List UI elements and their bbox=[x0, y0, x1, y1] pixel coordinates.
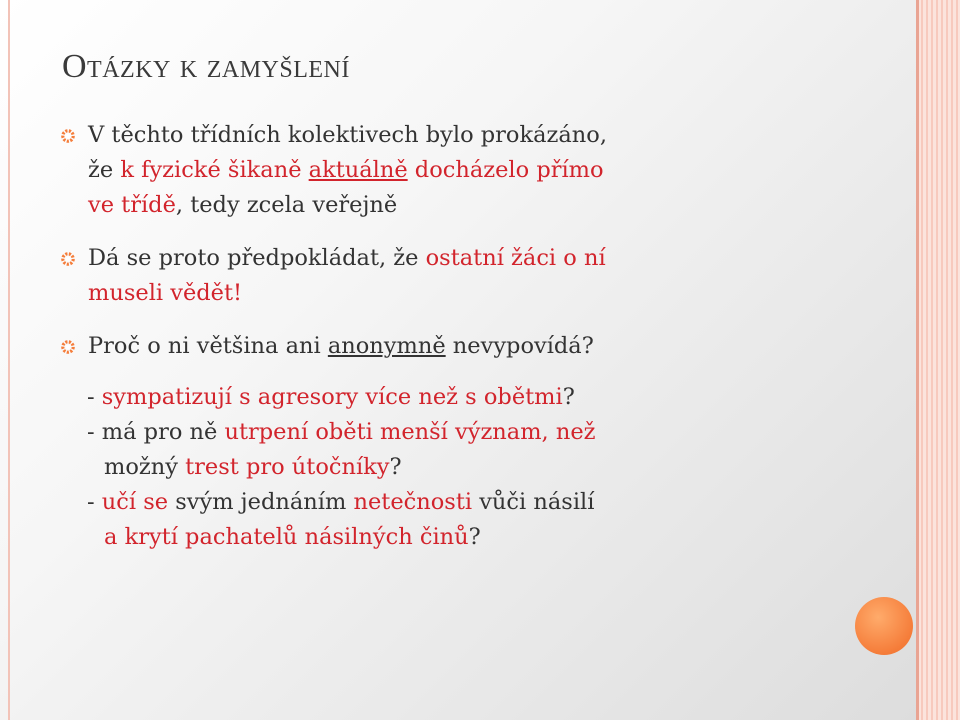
bullet-item bbox=[60, 118, 800, 223]
sub-continuation bbox=[87, 450, 800, 485]
bullet-item bbox=[60, 329, 800, 364]
gear-icon bbox=[60, 339, 76, 355]
sub-item bbox=[60, 380, 800, 415]
bullet-text: Dá se proto předpokládat, že bbox=[88, 245, 426, 271]
sub-text: ? bbox=[562, 384, 575, 410]
sub-text: vůči násilí bbox=[472, 489, 595, 515]
highlight-text: netečnosti bbox=[353, 489, 473, 515]
sub-text: ? bbox=[389, 454, 402, 480]
bullet-text: V těchto třídních kolektivech bylo prokázáno, bbox=[88, 122, 607, 148]
sub-text: má pro ně bbox=[101, 419, 225, 445]
highlight-text: ostatní žáci o ní bbox=[425, 245, 606, 271]
highlight-text: učí se bbox=[101, 489, 169, 515]
bullet-text: že bbox=[88, 157, 121, 183]
bullet-text: , tedy zcela veřejně bbox=[175, 192, 398, 218]
underlined-highlight-text: aktuálně bbox=[308, 157, 408, 183]
highlight-text: docházelo přímo bbox=[407, 157, 604, 183]
gear-icon bbox=[60, 128, 76, 144]
left-rule bbox=[8, 0, 10, 720]
gear-icon bbox=[60, 251, 76, 267]
slide-content bbox=[60, 118, 800, 555]
dash: - bbox=[87, 489, 102, 515]
bullet-item bbox=[60, 241, 800, 311]
dash: - bbox=[87, 419, 102, 445]
highlight-text: k fyzické šikaně bbox=[120, 157, 309, 183]
sub-continuation bbox=[87, 520, 800, 555]
highlight-text: sympatizují s agresory více než s obětmi bbox=[101, 384, 563, 410]
dash: - bbox=[87, 384, 102, 410]
bullet-text: Proč o ni většina ani bbox=[88, 333, 328, 359]
highlight-text: ve třídě bbox=[88, 192, 176, 218]
sub-text: svým jednáním bbox=[168, 489, 354, 515]
sub-text: možný bbox=[104, 454, 186, 480]
highlight-text: a krytí pachatelů násilných činů bbox=[104, 524, 469, 550]
highlight-text: museli vědět! bbox=[88, 280, 243, 306]
highlight-text: trest pro útočníky bbox=[185, 454, 390, 480]
bullet-text: nevypovídá? bbox=[445, 333, 594, 359]
sub-text: ? bbox=[468, 524, 481, 550]
slide-title: Otázky k zamyšlení bbox=[62, 48, 350, 85]
decorative-orange-circle bbox=[855, 597, 913, 655]
sub-item bbox=[60, 415, 800, 485]
sub-item bbox=[60, 485, 800, 555]
right-decorative-band bbox=[916, 0, 960, 720]
highlight-text: utrpení oběti menší význam, než bbox=[224, 419, 596, 445]
underlined-text: anonymně bbox=[327, 333, 446, 359]
